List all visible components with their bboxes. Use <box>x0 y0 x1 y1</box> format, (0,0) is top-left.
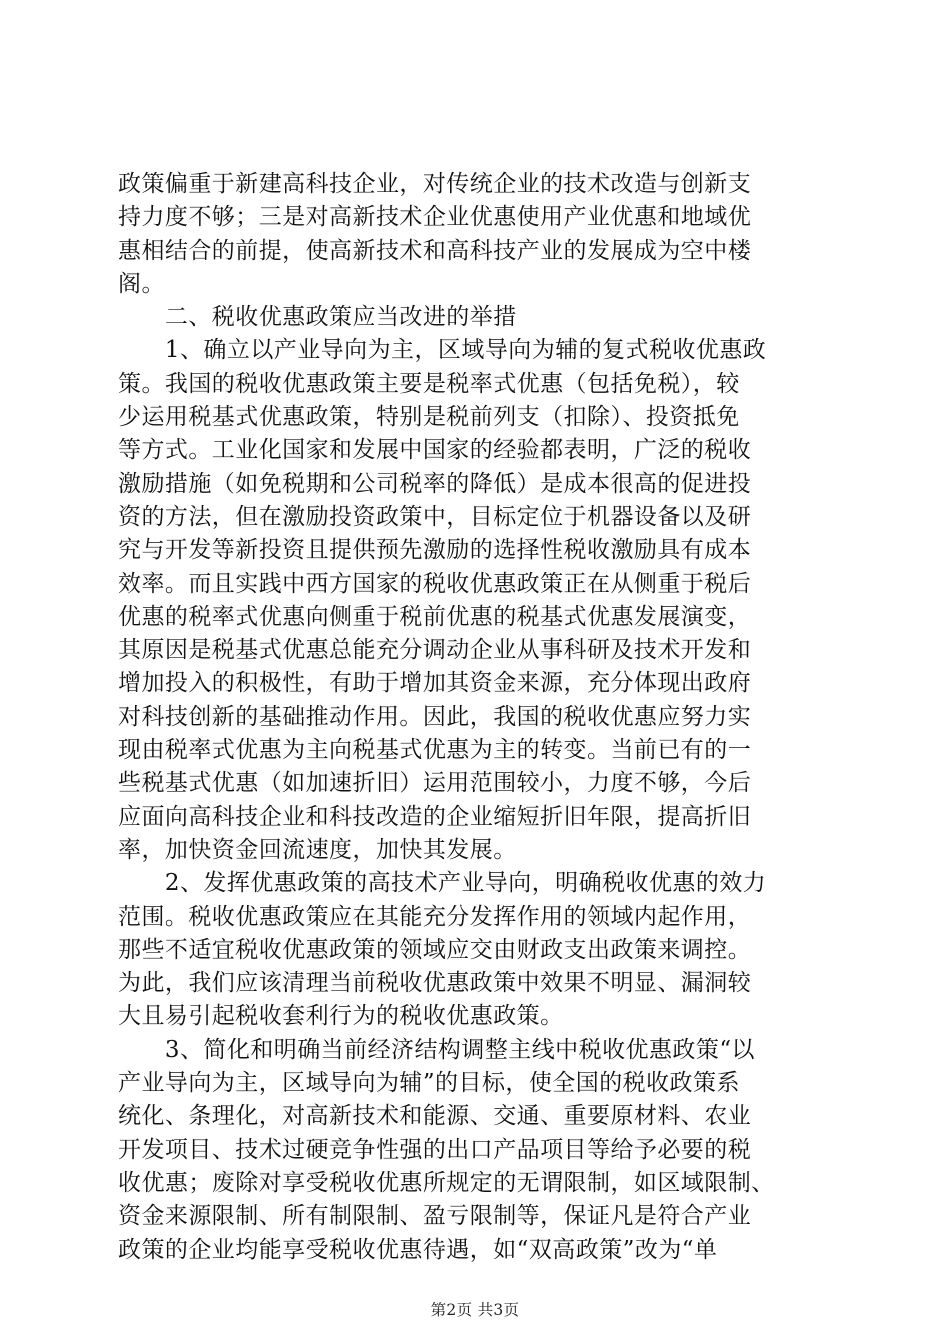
text-line: 增加投入的积极性，有助于增加其资金来源，充分体现出政府 <box>118 670 752 697</box>
text-line: 资的方法，但在激励投资政策中，目标定位于机器设备以及研 <box>118 503 752 530</box>
text-line: 政策偏重于新建高科技企业，对传统企业的技术改造与创新支 <box>118 171 752 197</box>
text-line: 阁。 <box>118 270 165 297</box>
text-line: 对科技创新的基础推动作用。因此，我国的税收优惠应努力实 <box>118 703 752 730</box>
text-line: 率，加快资金回流速度，加快其发展。 <box>118 836 517 863</box>
text-line: 范围。税收优惠政策应在其能充分发挥作用的领域内起作用， <box>118 903 752 930</box>
text-line: 那些不适宜税收优惠政策的领域应交由财政支出政策来调控。 <box>118 936 752 963</box>
text-line: 开发项目、技术过硬竞争性强的出口产品项目等给予必要的税 <box>118 1136 752 1163</box>
text-line: 为此，我们应该清理当前税收优惠政策中效果不明显、漏洞较 <box>118 970 752 997</box>
text-line: 产业导向为主，区域导向为辅”的目标，使全国的税收政策系 <box>118 1070 740 1097</box>
text-line: 究与开发等新投资且提供预先激励的选择性税收激励具有成本 <box>118 537 752 564</box>
text-line: 1、确立以产业导向为主，区域导向为辅的复式税收优惠政 <box>118 337 767 364</box>
text-line: 大且易引起税收套利行为的税收优惠政策。 <box>118 1003 564 1030</box>
text-line: 些税基式优惠（如加速折旧）运用范围较小，力度不够，今后 <box>118 770 752 797</box>
page-footer: 第2页 共3页 <box>430 1301 520 1319</box>
text-line: 惠相结合的前提，使高新技术和高科技产业的发展成为空中楼 <box>118 237 752 264</box>
text-line: 效率。而且实践中西方国家的税收优惠政策正在从侧重于税后 <box>118 570 752 597</box>
text-line: 其原因是税基式优惠总能充分调动企业从事科研及技术开发和 <box>118 637 752 664</box>
text-line: 策。我国的税收优惠政策主要是税率式优惠（包括免税），较 <box>118 370 740 397</box>
text-line: 现由税率式优惠为主向税基式优惠为主的转变。当前已有的一 <box>118 737 752 764</box>
text-line: 持力度不够；三是对高新技术企业优惠使用产业优惠和地域优 <box>118 204 752 231</box>
text-line: 等方式。工业化国家和发展中国家的经验都表明，广泛的税收 <box>118 437 752 464</box>
text-line: 政策的企业均能享受税收优惠待遇，如“双高政策”改为“单 <box>118 1236 718 1263</box>
text-line: 激励措施（如免税期和公司税率的降低）是成本很高的促进投 <box>118 470 752 497</box>
text-line: 3、简化和明确当前经济结构调整主线中税收优惠政策“以 <box>118 1036 755 1063</box>
document-body <box>118 168 830 1267</box>
text-line: 少运用税基式优惠政策，特别是税前列支（扣除）、投资抵免 <box>118 404 740 431</box>
text-line: 优惠的税率式优惠向侧重于税前优惠的税基式优惠发展演变， <box>118 603 752 630</box>
text-line: 收优惠；废除对享受税收优惠所规定的无谓限制，如区域限制、 <box>118 1169 775 1196</box>
text-line: 2、发挥优惠政策的高技术产业导向，明确税收优惠的效力 <box>118 870 767 897</box>
text-line: 应面向高科技企业和科技改造的企业缩短折旧年限，提高折旧 <box>118 803 752 830</box>
text-line: 统化、条理化，对高新技术和能源、交通、重要原材料、农业 <box>118 1103 752 1130</box>
text-line: 二、税收优惠政策应当改进的举措 <box>118 304 517 331</box>
text-line: 资金来源限制、所有制限制、盈亏限制等，保证凡是符合产业 <box>118 1203 752 1230</box>
